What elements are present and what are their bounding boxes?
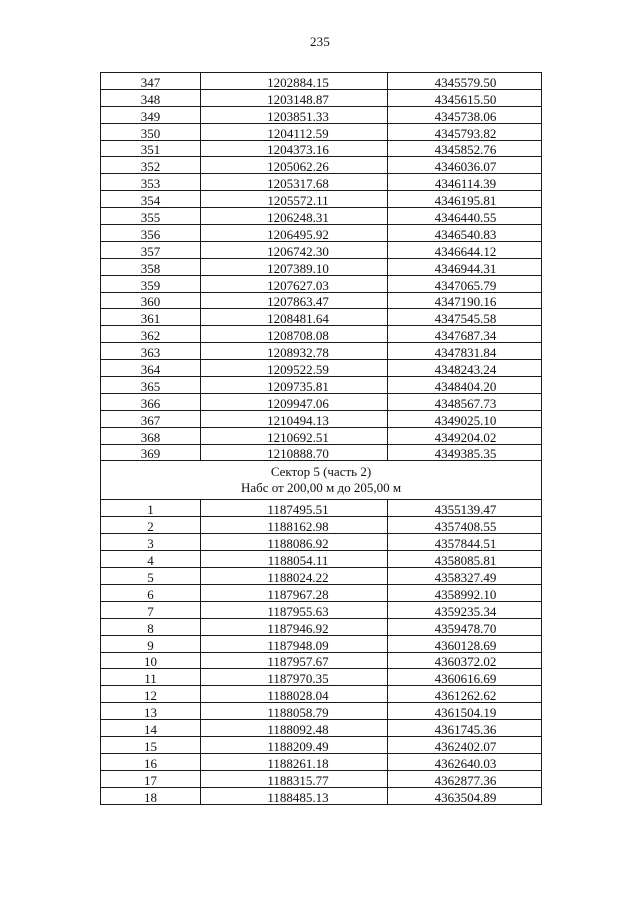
y-coordinate-cell: 4348404.20 (388, 377, 542, 394)
point-number-cell: 18 (101, 787, 201, 804)
table-row (101, 427, 542, 444)
point-number-cell: 7 (101, 601, 201, 618)
table-row (101, 140, 542, 157)
y-coordinate-cell: 4345738.06 (388, 106, 542, 123)
y-coordinate-cell: 4358085.81 (388, 551, 542, 568)
sector-header-cell (101, 461, 542, 500)
sector-header-row (101, 461, 542, 500)
table-row (101, 601, 542, 618)
x-coordinate-cell: 1208481.64 (201, 309, 388, 326)
point-number-cell: 360 (101, 292, 201, 309)
table-row (101, 275, 542, 292)
table-row (101, 736, 542, 753)
x-coordinate-cell: 1188315.77 (201, 770, 388, 787)
table-row (101, 309, 542, 326)
point-number-cell: 366 (101, 393, 201, 410)
table-row (101, 208, 542, 225)
point-number-cell: 13 (101, 703, 201, 720)
y-coordinate-cell: 4358327.49 (388, 568, 542, 585)
point-number-cell: 353 (101, 174, 201, 191)
y-coordinate-cell: 4362402.07 (388, 736, 542, 753)
y-coordinate-cell: 4348567.73 (388, 393, 542, 410)
y-coordinate-cell: 4346114.39 (388, 174, 542, 191)
point-number-cell: 359 (101, 275, 201, 292)
x-coordinate-cell: 1187948.09 (201, 635, 388, 652)
y-coordinate-cell: 4360372.02 (388, 652, 542, 669)
x-coordinate-cell: 1188261.18 (201, 753, 388, 770)
x-coordinate-cell: 1188092.48 (201, 720, 388, 737)
point-number-cell: 3 (101, 534, 201, 551)
point-number-cell: 361 (101, 309, 201, 326)
table-row (101, 377, 542, 394)
point-number-cell: 8 (101, 618, 201, 635)
section-2-rows (101, 500, 542, 804)
x-coordinate-cell: 1206495.92 (201, 225, 388, 242)
x-coordinate-cell: 1188485.13 (201, 787, 388, 804)
x-coordinate-cell: 1208932.78 (201, 343, 388, 360)
x-coordinate-cell: 1207863.47 (201, 292, 388, 309)
y-coordinate-cell: 4347831.84 (388, 343, 542, 360)
table-row (101, 89, 542, 106)
x-coordinate-cell: 1206742.30 (201, 241, 388, 258)
y-coordinate-cell: 4360128.69 (388, 635, 542, 652)
y-coordinate-cell: 4363504.89 (388, 787, 542, 804)
point-number-cell: 5 (101, 568, 201, 585)
x-coordinate-cell: 1187495.51 (201, 500, 388, 517)
y-coordinate-cell: 4359235.34 (388, 601, 542, 618)
table-row (101, 551, 542, 568)
point-number-cell: 2 (101, 517, 201, 534)
point-number-cell: 355 (101, 208, 201, 225)
y-coordinate-cell: 4346644.12 (388, 241, 542, 258)
point-number-cell: 348 (101, 89, 201, 106)
y-coordinate-cell: 4361504.19 (388, 703, 542, 720)
x-coordinate-cell: 1187957.67 (201, 652, 388, 669)
x-coordinate-cell: 1188054.11 (201, 551, 388, 568)
y-coordinate-cell: 4359478.70 (388, 618, 542, 635)
point-number-cell: 369 (101, 444, 201, 461)
y-coordinate-cell: 4362877.36 (388, 770, 542, 787)
table-row (101, 584, 542, 601)
y-coordinate-cell: 4345793.82 (388, 123, 542, 140)
y-coordinate-cell: 4358992.10 (388, 584, 542, 601)
x-coordinate-cell: 1207627.03 (201, 275, 388, 292)
x-coordinate-cell: 1209522.59 (201, 360, 388, 377)
x-coordinate-cell: 1188086.92 (201, 534, 388, 551)
point-number-cell: 351 (101, 140, 201, 157)
x-coordinate-cell: 1202884.15 (201, 73, 388, 90)
table-row (101, 568, 542, 585)
table-row (101, 669, 542, 686)
y-coordinate-cell: 4346195.81 (388, 191, 542, 208)
x-coordinate-cell: 1188024.22 (201, 568, 388, 585)
x-coordinate-cell: 1187970.35 (201, 669, 388, 686)
table-row (101, 444, 542, 461)
y-coordinate-cell: 4346540.83 (388, 225, 542, 242)
x-coordinate-cell: 1187955.63 (201, 601, 388, 618)
x-coordinate-cell: 1205572.11 (201, 191, 388, 208)
x-coordinate-cell: 1206248.31 (201, 208, 388, 225)
point-number-cell: 349 (101, 106, 201, 123)
y-coordinate-cell: 4347545.58 (388, 309, 542, 326)
x-coordinate-cell: 1209735.81 (201, 377, 388, 394)
point-number-cell: 364 (101, 360, 201, 377)
sector-header (101, 461, 542, 500)
sector-subtitle: Набс от 200,00 м до 205,00 м (240, 480, 402, 496)
sector-title: Сектор 5 (часть 2) (270, 464, 372, 480)
y-coordinate-cell: 4362640.03 (388, 753, 542, 770)
point-number-cell: 4 (101, 551, 201, 568)
y-coordinate-cell: 4349025.10 (388, 410, 542, 427)
x-coordinate-cell: 1207389.10 (201, 258, 388, 275)
y-coordinate-cell: 4346036.07 (388, 157, 542, 174)
coordinates-table (100, 72, 542, 805)
point-number-cell: 10 (101, 652, 201, 669)
point-number-cell: 11 (101, 669, 201, 686)
point-number-cell: 357 (101, 241, 201, 258)
table-row (101, 326, 542, 343)
x-coordinate-cell: 1187946.92 (201, 618, 388, 635)
table-row (101, 618, 542, 635)
table-row (101, 517, 542, 534)
x-coordinate-cell: 1187967.28 (201, 584, 388, 601)
x-coordinate-cell: 1203148.87 (201, 89, 388, 106)
table-row (101, 635, 542, 652)
table-row (101, 123, 542, 140)
table-row (101, 241, 542, 258)
table-row (101, 500, 542, 517)
point-number-cell: 363 (101, 343, 201, 360)
table-row (101, 686, 542, 703)
point-number-cell: 362 (101, 326, 201, 343)
x-coordinate-cell: 1203851.33 (201, 106, 388, 123)
point-number-cell: 354 (101, 191, 201, 208)
section-1-rows (101, 73, 542, 461)
x-coordinate-cell: 1210692.51 (201, 427, 388, 444)
table-row (101, 652, 542, 669)
x-coordinate-cell: 1210494.13 (201, 410, 388, 427)
table-row (101, 410, 542, 427)
table-row (101, 720, 542, 737)
y-coordinate-cell: 4361262.62 (388, 686, 542, 703)
x-coordinate-cell: 1210888.70 (201, 444, 388, 461)
table-row (101, 157, 542, 174)
point-number-cell: 350 (101, 123, 201, 140)
table-row (101, 787, 542, 804)
point-number-cell: 6 (101, 584, 201, 601)
x-coordinate-cell: 1188162.98 (201, 517, 388, 534)
table-row (101, 292, 542, 309)
table-row (101, 360, 542, 377)
y-coordinate-cell: 4345579.50 (388, 73, 542, 90)
point-number-cell: 356 (101, 225, 201, 242)
y-coordinate-cell: 4355139.47 (388, 500, 542, 517)
table-row (101, 753, 542, 770)
point-number-cell: 17 (101, 770, 201, 787)
table-row (101, 174, 542, 191)
table-row (101, 393, 542, 410)
x-coordinate-cell: 1205317.68 (201, 174, 388, 191)
y-coordinate-cell: 4347687.34 (388, 326, 542, 343)
y-coordinate-cell: 4348243.24 (388, 360, 542, 377)
table-row (101, 770, 542, 787)
x-coordinate-cell: 1209947.06 (201, 393, 388, 410)
point-number-cell: 368 (101, 427, 201, 444)
table-row (101, 343, 542, 360)
y-coordinate-cell: 4357844.51 (388, 534, 542, 551)
x-coordinate-cell: 1204112.59 (201, 123, 388, 140)
y-coordinate-cell: 4361745.36 (388, 720, 542, 737)
x-coordinate-cell: 1188209.49 (201, 736, 388, 753)
point-number-cell: 347 (101, 73, 201, 90)
y-coordinate-cell: 4360616.69 (388, 669, 542, 686)
point-number-cell: 9 (101, 635, 201, 652)
y-coordinate-cell: 4349385.35 (388, 444, 542, 461)
y-coordinate-cell: 4347065.79 (388, 275, 542, 292)
table-row (101, 534, 542, 551)
y-coordinate-cell: 4346440.55 (388, 208, 542, 225)
point-number-cell: 12 (101, 686, 201, 703)
y-coordinate-cell: 4349204.02 (388, 427, 542, 444)
point-number-cell: 352 (101, 157, 201, 174)
point-number-cell: 358 (101, 258, 201, 275)
point-number-cell: 14 (101, 720, 201, 737)
table-row (101, 225, 542, 242)
y-coordinate-cell: 4347190.16 (388, 292, 542, 309)
x-coordinate-cell: 1205062.26 (201, 157, 388, 174)
point-number-cell: 15 (101, 736, 201, 753)
x-coordinate-cell: 1188058.79 (201, 703, 388, 720)
x-coordinate-cell: 1188028.04 (201, 686, 388, 703)
y-coordinate-cell: 4345615.50 (388, 89, 542, 106)
page-number: 235 (309, 34, 331, 49)
y-coordinate-cell: 4345852.76 (388, 140, 542, 157)
y-coordinate-cell: 4346944.31 (388, 258, 542, 275)
table-row (101, 703, 542, 720)
table-row (101, 258, 542, 275)
table-row (101, 73, 542, 90)
y-coordinate-cell: 4357408.55 (388, 517, 542, 534)
point-number-cell: 367 (101, 410, 201, 427)
point-number-cell: 365 (101, 377, 201, 394)
point-number-cell: 1 (101, 500, 201, 517)
x-coordinate-cell: 1208708.08 (201, 326, 388, 343)
table-row (101, 191, 542, 208)
table-row (101, 106, 542, 123)
x-coordinate-cell: 1204373.16 (201, 140, 388, 157)
point-number-cell: 16 (101, 753, 201, 770)
